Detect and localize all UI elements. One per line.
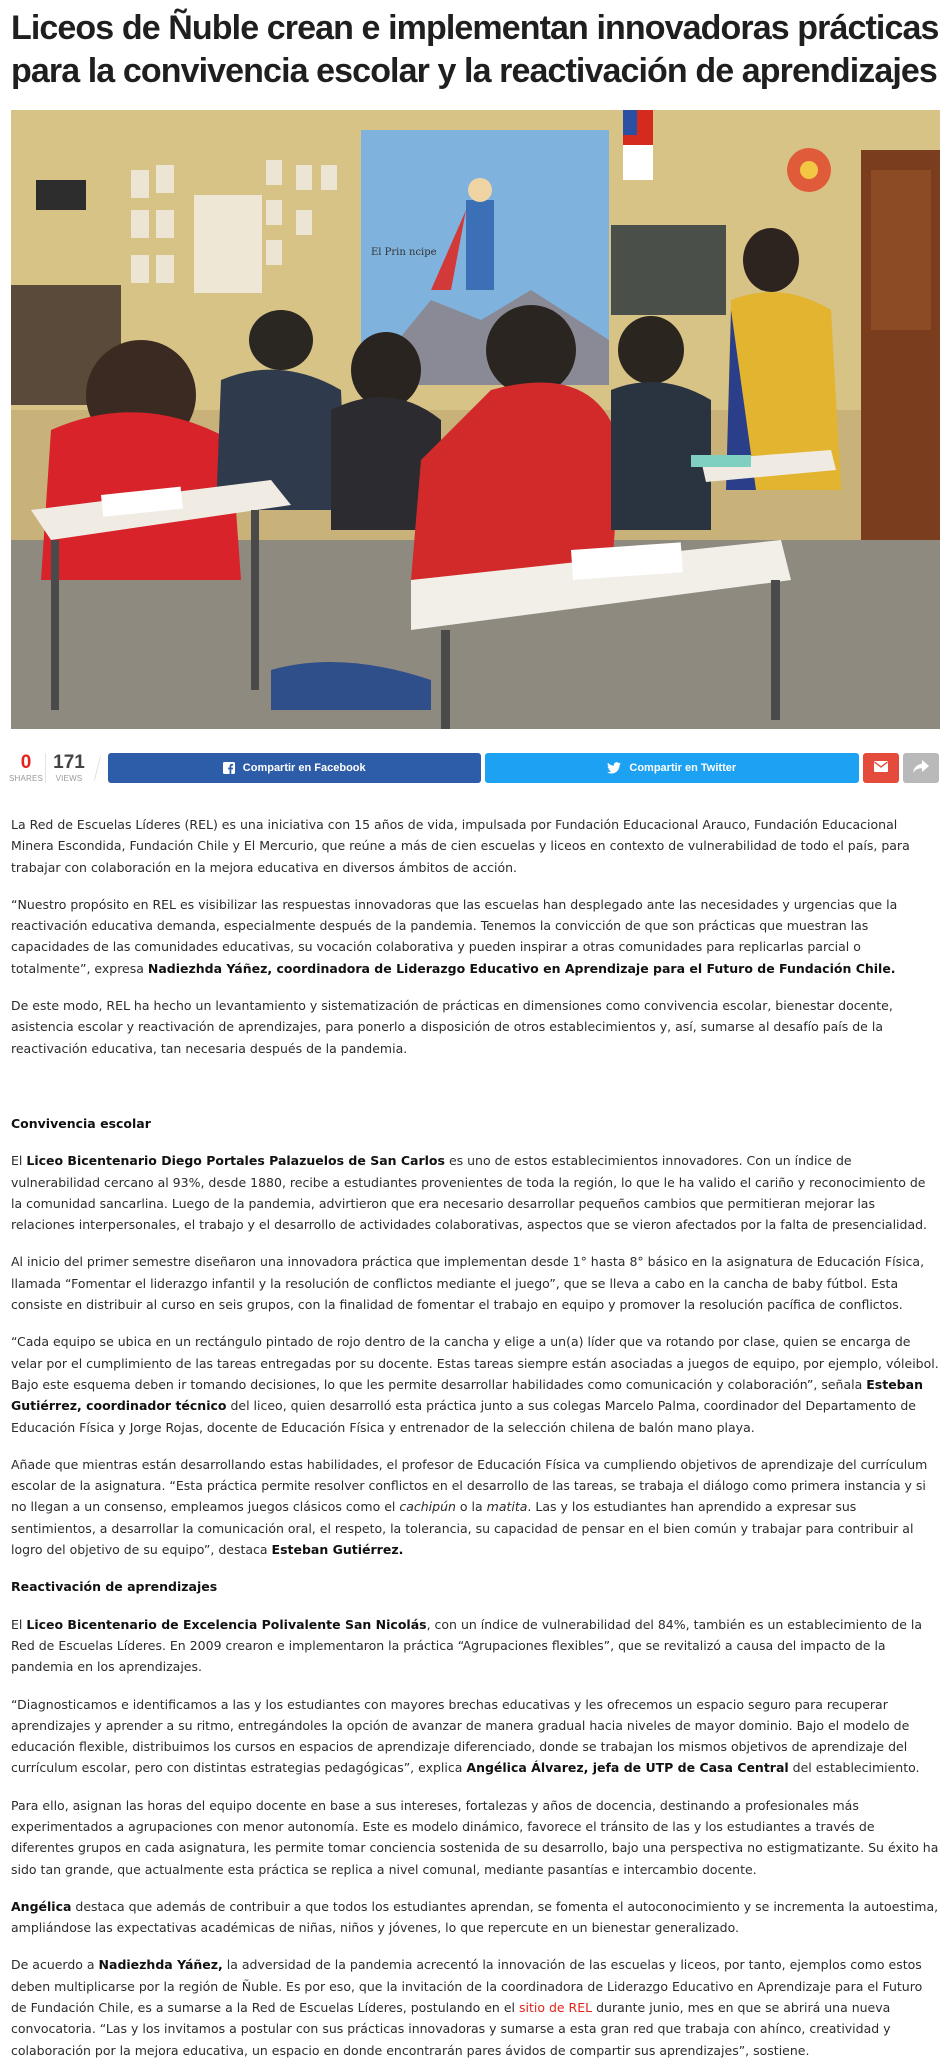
paragraph: Al inicio del primer semestre diseñaron una innovadora práctica que implementan desde 1° hasta 8° básico en la asignatura de Educación Física, llamada “Fomentar el liderazgo infantil y la resolución de conflictos mediante el juego”, que se lleva a cabo en la cancha de baby fútbol. Esta consiste en distribuir al curso en seis grupos, con la finalidad de fomentar el trabajo en equipo y promover la resolución pacífica de conflictos. — [11, 1254, 925, 1313]
paragraph — [11, 894, 939, 979]
rel-site-link[interactable]: sitio de REL — [518, 2000, 593, 2016]
share-email-button[interactable] — [863, 753, 899, 783]
person-name: Angélica — [11, 1898, 72, 1914]
shares-count: 0 — [20, 752, 32, 773]
article-body — [11, 814, 939, 2061]
article-page — [0, 7, 950, 2058]
person-name: Nadiezhda Yáñez, — [98, 1957, 223, 1973]
share-more-button[interactable] — [903, 753, 939, 783]
paragraph-text: El — [11, 1153, 27, 1169]
paragraph — [11, 1331, 939, 1437]
twitter-icon — [607, 762, 621, 774]
paragraph-text: la adversidad de la pandemia acrecentó la innovación de las escuelas y liceos, por tanto, ejemplos como estos deben multiplicarse por la región de Ñuble. Es por eso, que la invitación de la coordinadora de Liderazgo Educativo en Aprendizaje para el Futuro de Fundación Chile, es a sumarse a la Red de Escuelas Líderes, postulando en el — [11, 1957, 923, 2016]
paragraph-text: “Cada equipo se ubica en un rectángulo pintado de rojo dentro de la cancha y elige a un(a) líder que va rotando por clase, quien se encarga de velar por el cumplimiento de las tareas entregadas por su docente. Estas tareas siempre están asociadas a juegos de equipo, por ejemplo, vóleibol. Bajo este esquema deben ir tomando decisiones, lo que les permite desarrollar habilidades como comunicación y colaboración”, señala — [11, 1334, 939, 1392]
paragraph-text: El — [11, 1616, 27, 1632]
paragraph — [11, 1454, 939, 1560]
paragraph: La Red de Escuelas Líderes (REL) es una iniciativa con 15 años de vida, impulsada por Fundación Educacional Arauco, Fundación Educacional Minera Escondida, Fundación Chile y El Mercurio, que reúne a más de cien escuelas y liceos en contexto de vulnerabilidad de todo el país, para trabajar con colaboración en la mejora educativa en diversos ámbitos de acción. — [11, 817, 910, 875]
paragraph — [11, 1150, 939, 1235]
school-name: Liceo Bicentenario Diego Portales Palazuelos de San Carlos — [26, 1153, 445, 1169]
share-arrow-icon — [913, 760, 929, 776]
quote-attribution: Nadiezhda Yáñez, coordinadora de Liderazgo Educativo en Aprendizaje para el Futuro de Fundación Chile. — [147, 960, 896, 976]
share-twitter-button[interactable] — [485, 753, 860, 783]
shares-counter — [8, 752, 44, 783]
paragraph: Para ello, asignan las horas del equipo docente en base a sus intereses, fortalezas y años de docencia, destinando a profesionales más experimentados a agrupaciones con menor autonomía. Este es modelo dinámico, favorece el tránsito de las y los estudiantes a través de diferentes grupos en cada asignatura, les permite tomar conciencia sostenida de su desarrollo, bajo una perspectiva no estigmatizante. Su éxito ha sido tan grande, que actualmente esta práctica se replica a nivel comunal, mediante pasantías e intercambio docente. — [11, 1797, 939, 1877]
paragraph-text: Añade que mientras están desarrollando estas habilidades, el profesor de Educación Física va cumpliendo objetivos de aprendizaje del currículum escolar de la asignatura. “Esta práctica permite resolver conflictos en el desarrollo de las tareas, se trabaja el diálogo como primera instancia y si no llegan a un consenso, empleamos juegos clásicos como el — [11, 1456, 928, 1515]
paragraph-text: es uno de estos establecimientos innovadores. Con un índice de vulnerabilidad cercano al 93%, desde 1880, recibe a estudiantes provenientes de toda la región, lo que le ha valido el cariño y reconocimiento de la comunidad sancarlina. Luego de la pandemia, advirtieron que era necesario desarrollar pequeños cambios que permitieran mejorar las relaciones interpersonales, el trabajo y el desarrollo de actividades colaborativas, aspectos que se vieron afectados por la falta de presencialidad. — [11, 1153, 928, 1233]
paragraph-text: “Nuestro propósito en REL es visibilizar las respuestas innovadoras que las escuelas han desplegado ante las necesidades y urgencias que la reactivación educativa demanda, especialmente después de la pandemia. Tenemos la convicción de que son prácticas que muestran las capacidades de las comunidades educativas, su vocación colaborativa y pueden inspirar a otras comunidades para replicarlas parcial o totalmente”, expresa — [11, 896, 898, 976]
section-heading-reactivacion: Reactivación de aprendizajes — [11, 1579, 218, 1595]
school-name: Liceo Bicentenario de Excelencia Polivalente San Nicolás — [26, 1616, 427, 1632]
paragraph — [11, 1896, 939, 1939]
views-counter — [45, 753, 88, 783]
paragraph-text: . Las y los estudiantes han aprendido a expresar sus sentimientos, a desarrollar la comunicación oral, el respeto, la tolerancia, su capacidad de pensar en el bien común y trabajar para contribuir al logro del objetivo de su equipo”, destaca — [11, 1499, 914, 1558]
italic-term: cachipún — [399, 1499, 456, 1515]
paragraph — [11, 1694, 939, 1779]
quote-attribution: Angélica Álvarez, jefa de UTP de Casa Central — [466, 1760, 789, 1776]
article-title: Liceos de Ñuble crean e implementan innovadoras prácticas para la convivencia escolar y la reactivación de aprendizajes — [11, 9, 939, 90]
paragraph-text: , con un índice de vulnerabilidad del 84%, también es un establecimiento de la Red de Escuelas Líderes. En 2009 crearon e implementaron la práctica “Agrupaciones flexibles”, que se revitalizó a causa del impacto de la pandemia en los aprendizajes. — [11, 1616, 923, 1675]
hero-image — [11, 110, 940, 729]
section-heading-convivencia: Convivencia escolar — [11, 1115, 151, 1131]
share-facebook-label: Compartir en Facebook — [242, 762, 366, 774]
paragraph-text: “Diagnosticamos e identificamos a las y los estudiantes con mayores brechas educativas y les ofrecemos un espacio seguro para recuperar aprendizajes y aprender a su ritmo, entregándoles la opción de avanzar de manera gradual hacia niveles de mayor dominio. Bajo el modelo de educación flexible, distribuimos los cursos en espacios de aprendizaje diferenciado, donde se trabajan los mismos objetivos de aprendizaje del currículum escolar, pero con distintas estrategias pedagógicas”, explica — [11, 1696, 910, 1776]
facebook-icon — [223, 762, 235, 774]
paragraph — [11, 1954, 939, 2060]
share-twitter-label: Compartir en Twitter — [629, 762, 737, 774]
views-count: 171 — [53, 752, 85, 773]
paragraph-text: destaca que además de contribuir a que todos los estudiantes aprendan, se fomenta el autoconocimiento y se incrementa la autoestima, ampliándose las expectativas académicas de niñas, niños y jóvenes, lo que repercute en un bienestar generalizado. — [11, 1898, 939, 1936]
paragraph-text: o la — [455, 1499, 487, 1515]
shares-label: SHARES — [8, 774, 44, 783]
paragraph-text: De acuerdo a — [11, 1957, 99, 1973]
views-label: VIEWS — [55, 774, 83, 783]
divider — [94, 753, 102, 783]
paragraph: De este modo, REL ha hecho un levantamiento y sistematización de prácticas en dimensiones como convivencia escolar, bienestar docente, asistencia escolar y reactivación de aprendizajes, para ponerlo a disposición de otros establecimientos y, así, sumarse al desafío país de la reactivación educativa, tan necesaria después de la pandemia. — [11, 998, 893, 1056]
spacer — [11, 1075, 939, 1113]
share-bar — [8, 752, 939, 783]
paragraph — [11, 1614, 939, 1678]
paragraph-text: del establecimiento. — [788, 1760, 920, 1776]
share-facebook-button[interactable] — [108, 753, 481, 783]
quote-attribution: Esteban Gutiérrez, coordinador técnico — [11, 1376, 923, 1414]
paragraph-text: del liceo, quien desarrolló esta práctica junto a sus colegas Marcelo Palma, coordinador del Departamento de Educación Física y Jorge Rojas, docente de Educación Física y entrenador de la selección chilena de balón mano playa. — [11, 1398, 916, 1435]
quote-attribution: Esteban Gutiérrez. — [271, 1542, 404, 1558]
poster-caption: El Prin ncipe — [371, 247, 437, 258]
paragraph-text: durante junio, mes en que se abrirá una nueva convocatoria. “Las y los invitamos a postular con sus prácticas innovadoras y sumarse a esta gran red que trabaja con ahínco, creatividad y colaboración por la mejora educativa, un espacio en donde encontrarán pares ávidos de compartir sus aprendizajes”, sostiene. — [11, 2000, 891, 2058]
italic-term: matita — [486, 1499, 528, 1515]
envelope-icon — [874, 761, 888, 775]
